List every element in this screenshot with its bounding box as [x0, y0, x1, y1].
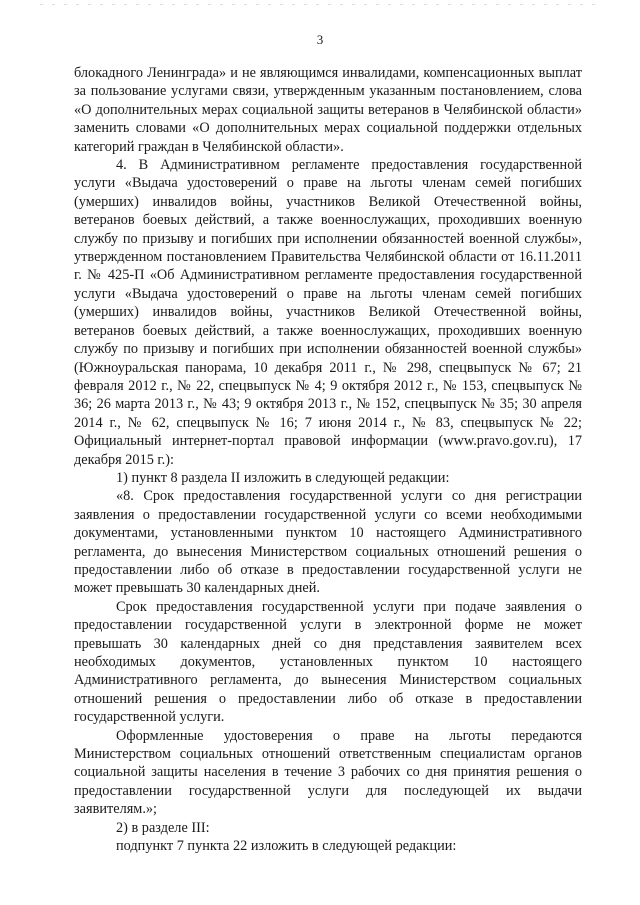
page-number: 3: [316, 32, 324, 47]
paragraph: Срок предоставления государственной услуги при подаче заявления о предоставлении государственной услуги в электронной форме не может превышать 30 календарных дней со дня представления заявителем всех необходимых документов, установленных пунктом 10 настоящего Административного регламента, до вынесения Министерством социальных отношений решения о предоставлении либо об отказе в предоставлении государственной услуги.: [74, 598, 582, 726]
paragraph: 1) пункт 8 раздела II изложить в следующей редакции:: [116, 469, 450, 486]
paragraph: блокадного Ленинграда» и не являющимся инвалидами, компенсационных выплат за пользование услугами связи, утвержденным указанным постановлением, слова «О дополнительных мерах социальной защиты ветеранов в Челябинской области» заменить словами «О дополнительных мерах социальной поддержки отдельных категорий граждан в Челябинской области».: [74, 65, 582, 155]
scan-artifact: [40, 4, 600, 5]
paragraph: 4. В Административном регламенте предоставления государственной услуги «Выдача удостоверений о праве на льготы членам семей погибших (умерших) инвалидов войны, участников Великой Отечественной войны, ветеранов боевых действий, а также военнослужащих, проходивших военную службу по призыву и погибших при исполнении обязанностей военной службы», утвержденном постановлением Правительства Челябинской области от 16.11.2011 г. № 425-П «Об Административном регламенте предоставления государственной услуги «Выдача удостоверений о праве на льготы членам семей погибших (умерших) инвалидов войны, участников Великой Отечественной войны, ветеранов боевых действий, а также военнослужащих, проходивших военную службу по призыву и погибших при исполнении обязанностей военной службы» (Южноуральская панорама, 10 декабря 2011 г., № 298, спецвыпуск № 67; 21 февраля 2012 г., № 22, спецвыпуск № 4; 9 октября 2012 г., № 153, спецвыпуск № 36; 26 марта 2013 г., № 43; 9 октября 2013 г., № 152, спецвыпуск № 35; 30 апреля 2014 г., № 62, спецвыпуск № 16; 7 июня 2014 г., № 83, спецвыпуск № 22; Официальный интернет-портал правовой информации (www.pravo.gov.ru), 17 декабря 2015 г.):: [74, 157, 582, 468]
paragraph: подпункт 7 пункта 22 изложить в следующей редакции:: [116, 838, 457, 855]
document-body: [74, 64, 582, 855]
paragraph: Оформленные удостоверения о праве на льготы передаются Министерством социальных отношений ответственным специалистам органов социальной защиты населения в течение 3 рабочих со дня принятия решения о предоставлении государственной услуги для последующей их выдачи заявителям.»;: [74, 727, 582, 818]
paragraph: 2) в разделе III:: [116, 819, 210, 836]
paragraph: «8. Срок предоставления государственной услуги со дня регистрации заявления о предоставлении государственной услуги со всеми необходимыми документами, установленными пунктом 10 настоящего Административного регламента, до вынесения Министерством социальных отношений решения о предоставлении либо об отказе в предоставлении государственной услуги не может превышать 30 календарных дней.: [74, 488, 582, 597]
